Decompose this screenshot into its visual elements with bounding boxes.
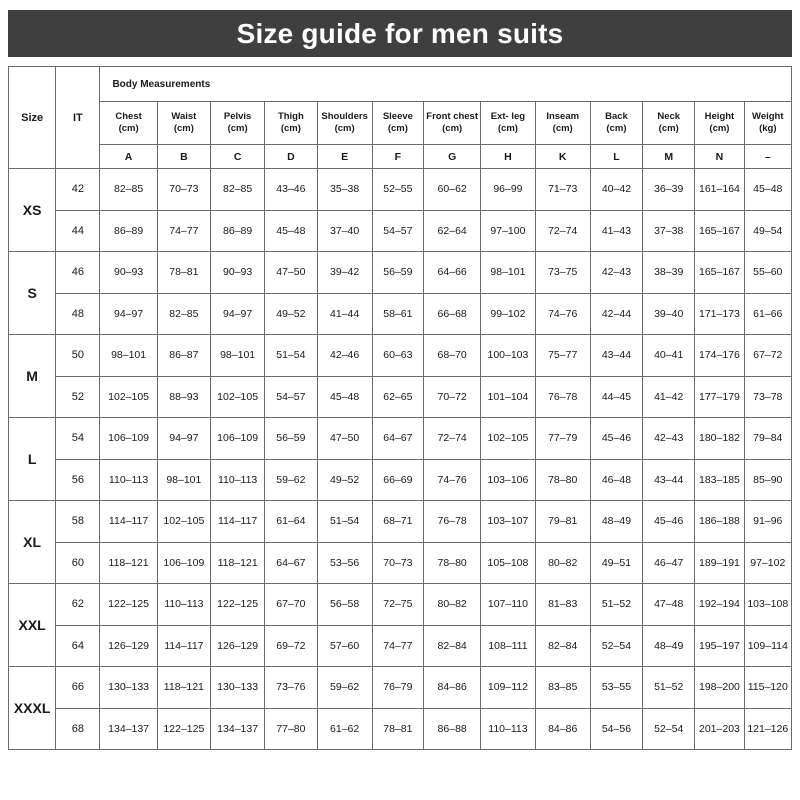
column-name: Height bbox=[704, 111, 735, 122]
measurement-cell: 102–105 bbox=[481, 418, 535, 460]
measurement-cell: 78–81 bbox=[157, 252, 210, 294]
it-size-cell: 54 bbox=[56, 418, 100, 460]
measurement-cell: 177–179 bbox=[695, 376, 744, 418]
column-unit: (cm) bbox=[552, 123, 573, 134]
measurement-cell: 110–113 bbox=[100, 459, 157, 501]
measurement-cell: 54–56 bbox=[590, 708, 642, 750]
measurement-cell: 94–97 bbox=[100, 293, 157, 335]
measurement-cell: 201–203 bbox=[695, 708, 744, 750]
measurement-cell: 103–106 bbox=[481, 459, 535, 501]
measurement-cell: 85–90 bbox=[744, 459, 791, 501]
measurement-cell: 35–38 bbox=[317, 169, 372, 211]
measurement-cell: 81–83 bbox=[535, 584, 590, 626]
it-size-cell: 46 bbox=[56, 252, 100, 294]
measurement-cell: 80–82 bbox=[535, 542, 590, 584]
measurement-cell: 55–60 bbox=[744, 252, 791, 294]
measurement-cell: 76–78 bbox=[535, 376, 590, 418]
it-size-cell: 52 bbox=[56, 376, 100, 418]
measurement-cell: 106–109 bbox=[157, 542, 210, 584]
measurement-cell: 56–59 bbox=[372, 252, 423, 294]
column-letter: K bbox=[535, 145, 590, 169]
size-label: L bbox=[9, 418, 56, 501]
measurement-cell: 102–105 bbox=[100, 376, 157, 418]
measurement-cell: 77–79 bbox=[535, 418, 590, 460]
measurement-cell: 64–67 bbox=[265, 542, 317, 584]
measurement-cell: 83–85 bbox=[535, 667, 590, 709]
column-name: Thigh bbox=[277, 111, 304, 122]
column-name: Front chest bbox=[426, 111, 479, 122]
measurement-cell: 43–44 bbox=[643, 459, 695, 501]
measurement-cell: 79–81 bbox=[535, 501, 590, 543]
measurement-cell: 45–48 bbox=[317, 376, 372, 418]
it-size-cell: 48 bbox=[56, 293, 100, 335]
measurement-cell: 76–79 bbox=[372, 667, 423, 709]
measurement-cell: 49–52 bbox=[265, 293, 317, 335]
measurement-cell: 53–55 bbox=[590, 667, 642, 709]
measurement-cell: 70–73 bbox=[157, 169, 210, 211]
measurement-cell: 74–77 bbox=[372, 625, 423, 667]
it-size-cell: 64 bbox=[56, 625, 100, 667]
column-letter: D bbox=[265, 145, 317, 169]
measurement-cell: 82–84 bbox=[535, 625, 590, 667]
measurement-cell: 43–46 bbox=[265, 169, 317, 211]
measurement-cell: 49–54 bbox=[744, 210, 791, 252]
measurement-cell: 44–45 bbox=[590, 376, 642, 418]
column-unit: (cm) bbox=[118, 123, 139, 134]
measurement-cell: 78–80 bbox=[535, 459, 590, 501]
column-letter: H bbox=[481, 145, 535, 169]
measurement-cell: 161–164 bbox=[695, 169, 744, 211]
measurement-cell: 41–43 bbox=[590, 210, 642, 252]
measurement-cell: 66–68 bbox=[424, 293, 481, 335]
it-size-cell: 60 bbox=[56, 542, 100, 584]
measurement-cell: 102–105 bbox=[210, 376, 264, 418]
measurement-cell: 70–73 bbox=[372, 542, 423, 584]
measurement-cell: 41–42 bbox=[643, 376, 695, 418]
measurement-cell: 60–62 bbox=[424, 169, 481, 211]
body-measurements-header: Body Measurements bbox=[100, 67, 792, 102]
column-header-0 bbox=[100, 102, 157, 145]
table-row bbox=[9, 501, 792, 543]
measurement-cell: 74–77 bbox=[157, 210, 210, 252]
measurement-cell: 165–167 bbox=[695, 252, 744, 294]
size-table bbox=[8, 66, 792, 750]
column-name: Inseam bbox=[546, 111, 580, 122]
measurement-cell: 122–125 bbox=[210, 584, 264, 626]
it-column-header: IT bbox=[56, 67, 100, 169]
measurement-cell: 37–38 bbox=[643, 210, 695, 252]
table-row bbox=[9, 169, 792, 211]
table-row bbox=[9, 625, 792, 667]
measurement-cell: 39–42 bbox=[317, 252, 372, 294]
measurement-cell: 101–104 bbox=[481, 376, 535, 418]
measurement-cell: 77–80 bbox=[265, 708, 317, 750]
measurement-cell: 73–76 bbox=[265, 667, 317, 709]
measurement-cell: 134–137 bbox=[100, 708, 157, 750]
measurement-cell: 86–87 bbox=[157, 335, 210, 377]
measurement-cell: 42–44 bbox=[590, 293, 642, 335]
measurement-cell: 84–86 bbox=[424, 667, 481, 709]
measurement-cell: 107–110 bbox=[481, 584, 535, 626]
column-name: Weight bbox=[752, 111, 784, 122]
table-row bbox=[9, 376, 792, 418]
measurement-cell: 42–46 bbox=[317, 335, 372, 377]
measurement-cell: 114–117 bbox=[157, 625, 210, 667]
measurement-cell: 67–72 bbox=[744, 335, 791, 377]
column-header-6 bbox=[424, 102, 481, 145]
measurement-cell: 71–73 bbox=[535, 169, 590, 211]
measurement-cell: 118–121 bbox=[100, 542, 157, 584]
measurement-cell: 78–80 bbox=[424, 542, 481, 584]
column-unit: (cm) bbox=[280, 123, 301, 134]
size-label: S bbox=[9, 252, 56, 335]
measurement-cell: 90–93 bbox=[210, 252, 264, 294]
measurement-cell: 54–57 bbox=[372, 210, 423, 252]
measurement-cell: 106–109 bbox=[210, 418, 264, 460]
measurement-cell: 130–133 bbox=[100, 667, 157, 709]
column-header-11 bbox=[695, 102, 744, 145]
measurement-cell: 106–109 bbox=[100, 418, 157, 460]
measurement-cell: 59–62 bbox=[317, 667, 372, 709]
column-unit: (cm) bbox=[334, 123, 355, 134]
measurement-cell: 73–78 bbox=[744, 376, 791, 418]
measurement-cell: 37–40 bbox=[317, 210, 372, 252]
size-label: M bbox=[9, 335, 56, 418]
column-header-9 bbox=[590, 102, 642, 145]
column-unit: (kg) bbox=[759, 123, 777, 134]
measurement-cell: 88–93 bbox=[157, 376, 210, 418]
column-letter: C bbox=[210, 145, 264, 169]
column-letter: F bbox=[372, 145, 423, 169]
measurement-cell: 174–176 bbox=[695, 335, 744, 377]
measurement-cell: 46–48 bbox=[590, 459, 642, 501]
table-row bbox=[9, 708, 792, 750]
column-unit: (cm) bbox=[606, 123, 627, 134]
measurement-cell: 59–62 bbox=[265, 459, 317, 501]
column-unit: (cm) bbox=[227, 123, 248, 134]
measurement-cell: 108–111 bbox=[481, 625, 535, 667]
column-letter: L bbox=[590, 145, 642, 169]
measurement-cell: 99–102 bbox=[481, 293, 535, 335]
measurement-cell: 49–52 bbox=[317, 459, 372, 501]
measurement-cell: 198–200 bbox=[695, 667, 744, 709]
measurement-cell: 165–167 bbox=[695, 210, 744, 252]
measurement-cell: 97–100 bbox=[481, 210, 535, 252]
measurement-cell: 42–43 bbox=[590, 252, 642, 294]
measurement-cell: 51–54 bbox=[317, 501, 372, 543]
measurement-cell: 60–63 bbox=[372, 335, 423, 377]
measurement-cell: 56–58 bbox=[317, 584, 372, 626]
measurement-cell: 118–121 bbox=[157, 667, 210, 709]
measurement-cell: 98–101 bbox=[210, 335, 264, 377]
measurement-cell: 110–113 bbox=[157, 584, 210, 626]
measurement-cell: 41–44 bbox=[317, 293, 372, 335]
column-header-2 bbox=[210, 102, 264, 145]
it-size-cell: 58 bbox=[56, 501, 100, 543]
table-row bbox=[9, 459, 792, 501]
column-unit: (cm) bbox=[658, 123, 679, 134]
measurement-cell: 61–66 bbox=[744, 293, 791, 335]
column-letter: G bbox=[424, 145, 481, 169]
table-row bbox=[9, 418, 792, 460]
table-row bbox=[9, 542, 792, 584]
measurement-cell: 45–48 bbox=[744, 169, 791, 211]
column-header-5 bbox=[372, 102, 423, 145]
measurement-cell: 86–89 bbox=[100, 210, 157, 252]
column-unit: (cm) bbox=[709, 123, 730, 134]
column-name: Back bbox=[605, 111, 628, 122]
page-title: Size guide for men suits bbox=[8, 10, 792, 57]
measurement-cell: 91–96 bbox=[744, 501, 791, 543]
it-size-cell: 42 bbox=[56, 169, 100, 211]
it-size-cell: 66 bbox=[56, 667, 100, 709]
column-letter: M bbox=[643, 145, 695, 169]
it-size-cell: 68 bbox=[56, 708, 100, 750]
measurement-cell: 76–78 bbox=[424, 501, 481, 543]
measurement-cell: 39–40 bbox=[643, 293, 695, 335]
measurement-cell: 38–39 bbox=[643, 252, 695, 294]
measurement-cell: 64–67 bbox=[372, 418, 423, 460]
measurement-cell: 73–75 bbox=[535, 252, 590, 294]
measurement-cell: 51–52 bbox=[643, 667, 695, 709]
measurement-cell: 70–72 bbox=[424, 376, 481, 418]
size-column-header: Size bbox=[9, 67, 56, 169]
measurement-cell: 72–74 bbox=[424, 418, 481, 460]
measurement-cell: 183–185 bbox=[695, 459, 744, 501]
table-row bbox=[9, 667, 792, 709]
measurement-cell: 74–76 bbox=[535, 293, 590, 335]
measurement-cell: 98–101 bbox=[100, 335, 157, 377]
measurement-cell: 114–117 bbox=[100, 501, 157, 543]
measurement-cell: 186–188 bbox=[695, 501, 744, 543]
measurement-cell: 86–88 bbox=[424, 708, 481, 750]
measurement-cell: 72–75 bbox=[372, 584, 423, 626]
measurement-cell: 49–51 bbox=[590, 542, 642, 584]
column-name: Shoulders bbox=[321, 111, 368, 122]
column-unit: (cm) bbox=[387, 123, 408, 134]
measurement-cell: 94–97 bbox=[210, 293, 264, 335]
measurement-cell: 96–99 bbox=[481, 169, 535, 211]
measurement-cell: 69–72 bbox=[265, 625, 317, 667]
measurement-cell: 36–39 bbox=[643, 169, 695, 211]
column-letter: E bbox=[317, 145, 372, 169]
column-letter: A bbox=[100, 145, 157, 169]
column-unit: (cm) bbox=[173, 123, 194, 134]
measurement-cell: 61–62 bbox=[317, 708, 372, 750]
size-label: XL bbox=[9, 501, 56, 584]
column-name: Neck bbox=[657, 111, 681, 122]
measurement-cell: 121–126 bbox=[744, 708, 791, 750]
measurement-cell: 51–52 bbox=[590, 584, 642, 626]
measurement-cell: 72–74 bbox=[535, 210, 590, 252]
measurement-cell: 97–102 bbox=[744, 542, 791, 584]
table-row bbox=[9, 584, 792, 626]
measurement-cell: 40–42 bbox=[590, 169, 642, 211]
measurement-cell: 54–57 bbox=[265, 376, 317, 418]
measurement-cell: 82–85 bbox=[100, 169, 157, 211]
column-header-10 bbox=[643, 102, 695, 145]
measurement-cell: 171–173 bbox=[695, 293, 744, 335]
measurement-cell: 103–107 bbox=[481, 501, 535, 543]
measurement-cell: 40–41 bbox=[643, 335, 695, 377]
column-name: Waist bbox=[171, 111, 197, 122]
measurement-cell: 115–120 bbox=[744, 667, 791, 709]
measurement-cell: 56–59 bbox=[265, 418, 317, 460]
measurement-cell: 102–105 bbox=[157, 501, 210, 543]
measurement-cell: 66–69 bbox=[372, 459, 423, 501]
measurement-cell: 58–61 bbox=[372, 293, 423, 335]
measurement-cell: 103–108 bbox=[744, 584, 791, 626]
measurement-cell: 109–112 bbox=[481, 667, 535, 709]
measurement-cell: 47–50 bbox=[317, 418, 372, 460]
measurement-cell: 42–43 bbox=[643, 418, 695, 460]
table-row bbox=[9, 335, 792, 377]
it-size-cell: 50 bbox=[56, 335, 100, 377]
measurement-cell: 47–48 bbox=[643, 584, 695, 626]
measurement-cell: 114–117 bbox=[210, 501, 264, 543]
measurement-cell: 189–191 bbox=[695, 542, 744, 584]
measurement-cell: 82–84 bbox=[424, 625, 481, 667]
measurement-cell: 45–48 bbox=[265, 210, 317, 252]
table-row bbox=[9, 293, 792, 335]
measurement-cell: 78–81 bbox=[372, 708, 423, 750]
column-header-12 bbox=[744, 102, 791, 145]
measurement-cell: 74–76 bbox=[424, 459, 481, 501]
measurement-cell: 75–77 bbox=[535, 335, 590, 377]
measurement-cell: 43–44 bbox=[590, 335, 642, 377]
measurement-cell: 79–84 bbox=[744, 418, 791, 460]
measurement-cell: 192–194 bbox=[695, 584, 744, 626]
column-name: Pelvis bbox=[223, 111, 252, 122]
measurement-cell: 45–46 bbox=[643, 501, 695, 543]
measurement-cell: 45–46 bbox=[590, 418, 642, 460]
measurement-cell: 110–113 bbox=[481, 708, 535, 750]
column-name: Ext- leg bbox=[490, 111, 526, 122]
measurement-cell: 94–97 bbox=[157, 418, 210, 460]
measurement-cell: 52–54 bbox=[590, 625, 642, 667]
measurement-cell: 98–101 bbox=[157, 459, 210, 501]
it-size-cell: 56 bbox=[56, 459, 100, 501]
measurement-cell: 64–66 bbox=[424, 252, 481, 294]
measurement-cell: 67–70 bbox=[265, 584, 317, 626]
column-unit: (cm) bbox=[497, 123, 518, 134]
measurement-cell: 68–70 bbox=[424, 335, 481, 377]
it-size-cell: 44 bbox=[56, 210, 100, 252]
measurement-cell: 51–54 bbox=[265, 335, 317, 377]
measurement-cell: 98–101 bbox=[481, 252, 535, 294]
it-size-cell: 62 bbox=[56, 584, 100, 626]
measurement-cell: 118–121 bbox=[210, 542, 264, 584]
column-letter: B bbox=[157, 145, 210, 169]
measurement-cell: 126–129 bbox=[100, 625, 157, 667]
measurement-cell: 100–103 bbox=[481, 335, 535, 377]
measurement-cell: 80–82 bbox=[424, 584, 481, 626]
measurement-cell: 62–64 bbox=[424, 210, 481, 252]
measurement-cell: 109–114 bbox=[744, 625, 791, 667]
column-letter: – bbox=[744, 145, 791, 169]
column-header-7 bbox=[481, 102, 535, 145]
table-row bbox=[9, 210, 792, 252]
measurement-cell: 130–133 bbox=[210, 667, 264, 709]
measurement-cell: 110–113 bbox=[210, 459, 264, 501]
size-label: XXL bbox=[9, 584, 56, 667]
column-unit: (cm) bbox=[442, 123, 463, 134]
measurement-cell: 52–55 bbox=[372, 169, 423, 211]
measurement-cell: 57–60 bbox=[317, 625, 372, 667]
measurement-cell: 84–86 bbox=[535, 708, 590, 750]
measurement-cell: 105–108 bbox=[481, 542, 535, 584]
column-header-3 bbox=[265, 102, 317, 145]
column-header-8 bbox=[535, 102, 590, 145]
measurement-cell: 68–71 bbox=[372, 501, 423, 543]
table-row bbox=[9, 252, 792, 294]
measurement-cell: 126–129 bbox=[210, 625, 264, 667]
measurement-cell: 52–54 bbox=[643, 708, 695, 750]
measurement-cell: 82–85 bbox=[157, 293, 210, 335]
measurement-cell: 180–182 bbox=[695, 418, 744, 460]
measurement-cell: 134–137 bbox=[210, 708, 264, 750]
measurement-cell: 61–64 bbox=[265, 501, 317, 543]
measurement-cell: 46–47 bbox=[643, 542, 695, 584]
column-name: Sleeve bbox=[382, 111, 413, 122]
size-label: XS bbox=[9, 169, 56, 252]
measurement-cell: 90–93 bbox=[100, 252, 157, 294]
measurement-cell: 47–50 bbox=[265, 252, 317, 294]
measurement-cell: 82–85 bbox=[210, 169, 264, 211]
measurement-cell: 122–125 bbox=[100, 584, 157, 626]
measurement-cell: 48–49 bbox=[590, 501, 642, 543]
measurement-cell: 62–65 bbox=[372, 376, 423, 418]
measurement-cell: 53–56 bbox=[317, 542, 372, 584]
size-label: XXXL bbox=[9, 667, 56, 750]
measurement-cell: 122–125 bbox=[157, 708, 210, 750]
column-name: Chest bbox=[115, 111, 142, 122]
column-header-1 bbox=[157, 102, 210, 145]
column-header-4 bbox=[317, 102, 372, 145]
measurement-cell: 48–49 bbox=[643, 625, 695, 667]
column-letter: N bbox=[695, 145, 744, 169]
measurement-cell: 86–89 bbox=[210, 210, 264, 252]
measurement-cell: 195–197 bbox=[695, 625, 744, 667]
